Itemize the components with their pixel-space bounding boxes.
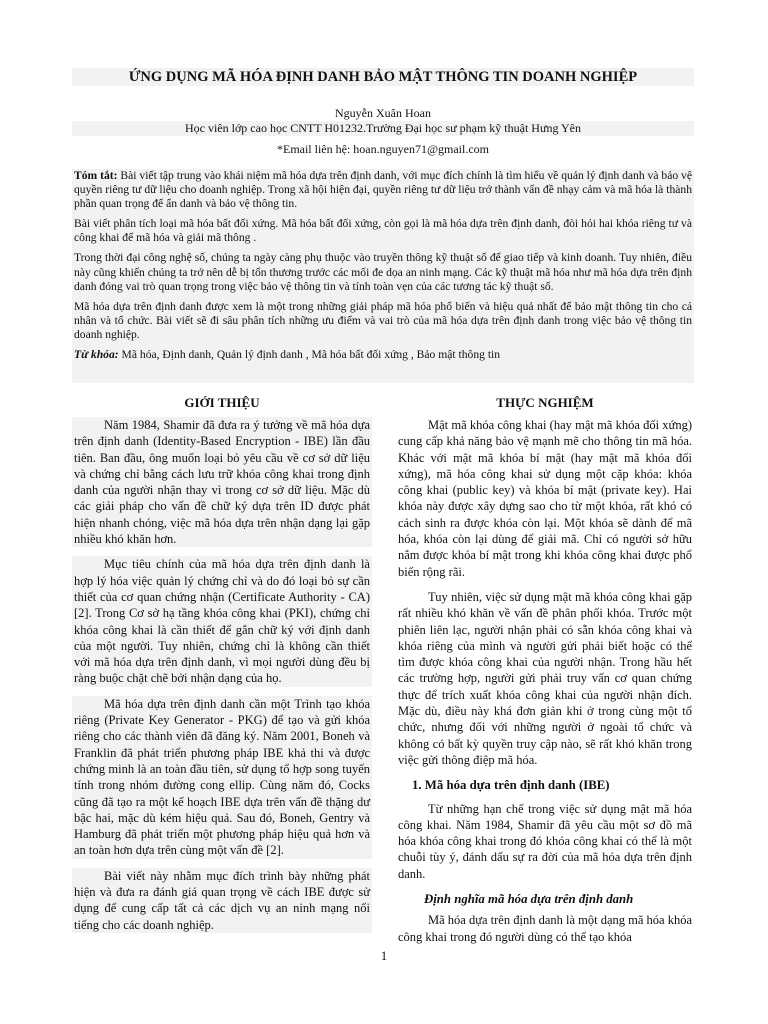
body-paragraph: Mã hóa dựa trên định danh là một dạng mã hóa khóa công khai trong đó người dùng có thể tạo khóa <box>398 913 692 944</box>
paper-title: ỨNG DỤNG MÃ HÓA ĐỊNH DANH BẢO MẬT THÔNG TIN DOANH NGHIỆP <box>72 68 694 86</box>
keywords-label: Từ khóa: <box>74 348 119 362</box>
abstract-paragraph: Trong thời đại công nghệ số, chúng ta ngày càng phụ thuộc vào truyền thông kỹ thuật số để giao tiếp và kinh doanh. Tuy nhiên, điều này cũng khiến chúng ta trở nên dễ bị tổn thương trước các mối đe dọa an ninh mạng. Các kỹ thuật mã hóa như mã hóa dựa trên định danh đóng vai trò quan trọng trong việc bảo vệ thông tin và tính toàn vẹn của các tương tác kỹ thuật số. <box>74 251 692 293</box>
author-affiliation: Học viên lớp cao học CNTT H01232.Trường Đại học sư phạm kỹ thuật Hưng Yên <box>72 121 694 136</box>
subsection-definition-heading: Định nghĩa mã hóa dựa trên định danh <box>424 892 634 907</box>
body-paragraph: Mã hóa dựa trên định danh cần một Trình tạo khóa riêng (Private Key Generator - PKG) để tạo và gửi khóa riêng cho các thành viên đã đăng ký. Năm 2001, Boneh và Franklin đã phát triển phương pháp IBE khả thi và được chứng minh là an toàn đầu tiên, sử dụng tổ hợp song tuyến tính trong nhóm đường cong ellip. Cùng năm đó, Cocks cũng đã tạo ra một kế hoạch IBE dựa trên vấn đề thặng dư bậc hai, mặc dù kém hiệu quả. Sau đó, Boneh, Gentry và Hamburg đã phát triển một phương pháp hiệu quả hơn và an toàn hơn dựa trên cùng một vấn đề [2]. <box>74 696 370 858</box>
abstract-label: Tóm tắt: <box>74 169 118 182</box>
contact-email: *Email liên hệ: hoan.nguyen71@gmail.com <box>276 142 489 156</box>
abstract <box>72 169 694 383</box>
section-heading-introduction: GIỚI THIỆU <box>184 395 260 410</box>
abstract-paragraph: Mã hóa dựa trên định danh được xem là một trong những giải pháp mã hóa phổ biến và hiệu quả nhất để bảo mật thông tin cho cá nhân và tổ chức. Bài viết sẽ đi sâu phân tích những ưu điểm và vai trò của mã hóa dựa trên định danh trong việc bảo vệ thông tin doanh nghiệp. <box>74 299 692 341</box>
right-column <box>396 394 694 948</box>
keywords-text: Mã hóa, Định danh, Quản lý định danh , Mã hóa bất đối xứng , Bảo mật thông tin <box>118 348 501 362</box>
abstract-text: Bài viết tập trung vào khái niệm mã hóa dựa trên định danh, với mục đích chính là tìm hiểu về quản lý định danh và bảo vệ quyền riêng tư dữ liệu cho doanh nghiệp. Trong xã hội hiện đại, quyền riêng tư dữ liệu trở thành vấn đề nhạy cảm và mã hóa là thành phần quan trọng để ẩn danh và bảo vệ thông tin. <box>74 169 693 211</box>
body-paragraph: Năm 1984, Shamir đã đưa ra ý tưởng về mã hóa dựa trên định danh (Identity-Based Encryption - IBE) lần đầu tiên. Ban đầu, ông muốn loại bỏ yêu cầu về cơ sở dữ liệu và chứng chỉ bằng cách lưu trữ khóa công khai trong định danh của người nhận thay vì trong cơ sở dữ liệu. Mặc dù các giải pháp cho vấn đề chữ ký dựa trên ID được phát hiện nhanh chóng, việc mã hóa dựa trên nhận dạng lại gặp nhiều khó khăn hơn. <box>74 418 370 547</box>
body-paragraph: Tuy nhiên, việc sử dụng mật mã khóa công khai gặp rất nhiều khó khăn về vấn đề phân phối khóa. Trước một phiên liên lạc, người nhận phải có sẵn khóa công khai và khóa riêng của mình và người gửi phải biết hoặc có thể tìm được khóa công khai của người nhận. Trong hầu hết các trường hợp, người gửi phải truy vấn cơ quan chứng thực để trích xuất khóa công khai của người nhận đích. Mặc dù, điều này khá đơn giản khi ở trong cùng một tổ chức, nhưng đối với những người ở ngoài tổ chức và không có bất kỳ quyền truy cập nào, sẽ rất khó khăn trong việc gửi thông điệp mã hóa. <box>398 589 692 767</box>
keywords <box>72 348 694 362</box>
body-paragraph: Mục tiêu chính của mã hóa dựa trên định danh là hợp lý hóa việc quản lý chứng chỉ và do đó loại bỏ sự cần thiết của cơ quan chứng nhận (Certificate Authority - CA) [2]. Trong Cơ sở hạ tầng khóa công khai (PKI), chứng chỉ khóa công khai là cần thiết để gắn chữ ký với định danh của một người. Tuy nhiên, chứng chỉ là không cần thiết với mã hóa dựa trên định danh, vì mọi người dùng đều bị ràng buộc chặt chẽ bởi nhận dạng của họ. <box>74 557 370 686</box>
abstract-paragraph <box>72 169 694 211</box>
subsection-heading: 1. Mã hóa dựa trên định danh (IBE) <box>412 778 610 793</box>
body-paragraph: Mật mã khóa công khai (hay mật mã khóa đối xứng) cung cấp khả năng bảo vệ mạnh mẽ cho thông tin mã hóa. Khác với mật mã khóa bí mật (hay mật mã khóa đối xứng), mã hóa công khai sử dụng một cặp khóa: khóa công khai (public key) và khóa bí mật (private key). Hai khóa này được xây dựng sao cho từ một khóa, rất khó có cách sinh ra được khóa còn lại. Một khóa sẽ dành để mã hóa, khóa còn lại dùng để giải mã. Chỉ có người sở hữu nắm được khóa bí mật trong khi khóa công khai được phổ biến rộng rãi. <box>398 418 692 579</box>
body-paragraph: Bài viết này nhằm mục đích trình bày những phát hiện và đưa ra đánh giá quan trọng về cách IBE được sử dụng để cung cấp tất cả các dịch vụ an ninh mạng nổi tiếng cho các doanh nghiệp. <box>74 868 370 932</box>
body-paragraph: Từ những hạn chế trong việc sử dụng mật mã hóa công khai. Năm 1984, Shamir đã yêu cầu một sơ đồ mã hóa khóa công khai trong đó khóa công khai có thể là một chuỗi tùy ý, đánh dấu sự ra đời của mã hóa dựa trên định danh. <box>398 801 692 881</box>
section-heading-experiment: THỰC NGHIỆM <box>496 395 594 410</box>
left-column <box>72 394 372 946</box>
abstract-paragraph: Bài viết phân tích loại mã hóa bất đối xứng. Mã hóa bất đối xứng, còn gọi là mã hóa dựa trên định danh, đòi hỏi hai khóa riêng tư và công khai để mã hóa và giải mã thông . <box>74 217 692 245</box>
page-number: 1 <box>380 949 388 963</box>
author-name: Nguyễn Xuân Hoan <box>335 106 431 120</box>
